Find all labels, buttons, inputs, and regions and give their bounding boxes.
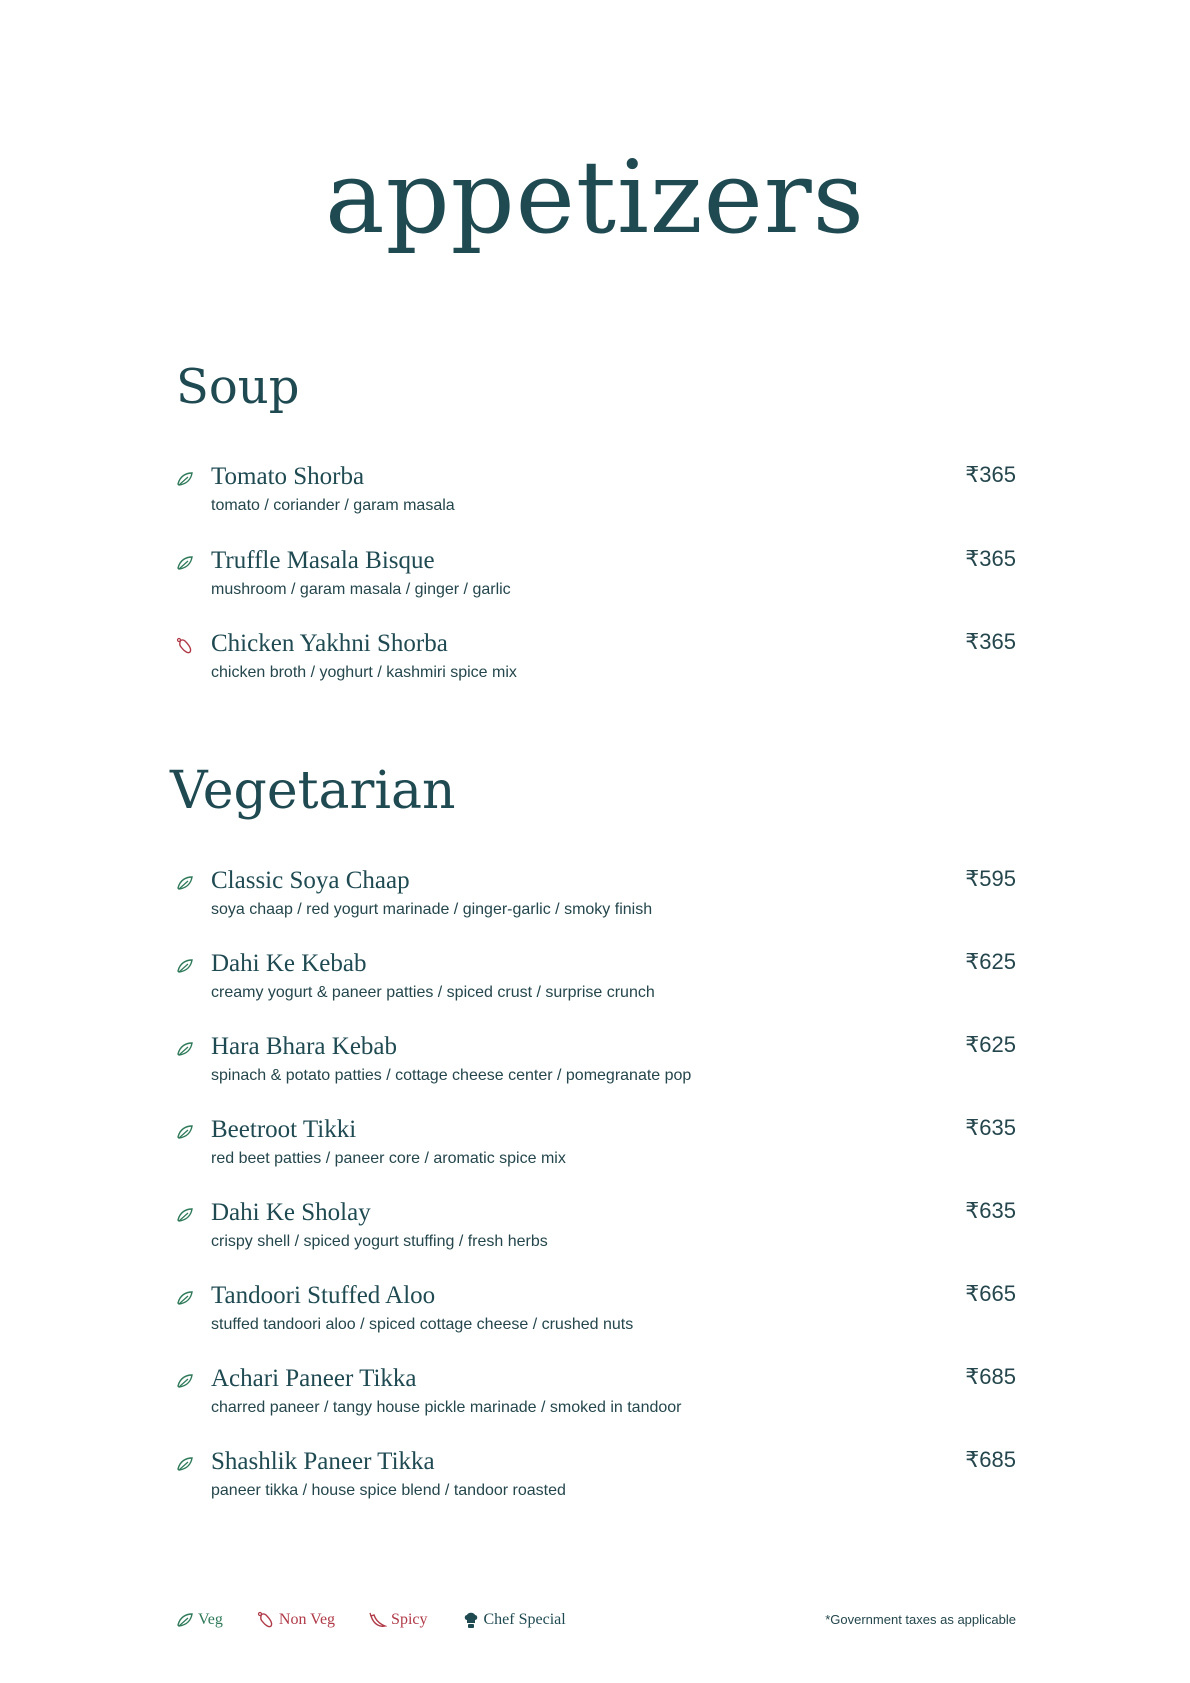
veg-leaf-icon bbox=[176, 1123, 194, 1141]
item-description: charred paneer / tangy house pickle marinade / smoked in tandoor bbox=[211, 1399, 682, 1416]
veg-leaf-icon bbox=[176, 957, 194, 975]
legend-chef-special-label: Chef Special bbox=[483, 1611, 566, 1628]
item-name: Tandoori Stuffed Aloo bbox=[211, 1282, 436, 1309]
item-price: ₹685 bbox=[965, 1447, 1016, 1472]
item-price: ₹365 bbox=[965, 629, 1016, 654]
veg-leaf-icon bbox=[176, 1040, 194, 1058]
item-price: ₹635 bbox=[965, 1198, 1016, 1223]
item-description: mushroom / garam masala / ginger / garlic bbox=[211, 581, 511, 598]
veg-leaf-icon bbox=[176, 1455, 194, 1473]
non-veg-drumstick-icon bbox=[257, 1611, 275, 1629]
item-name: Dahi Ke Kebab bbox=[211, 950, 367, 977]
item-price: ₹685 bbox=[965, 1364, 1016, 1389]
non-veg-drumstick-icon bbox=[176, 637, 194, 655]
item-description: spinach & potato patties / cottage cheese center / pomegranate pop bbox=[211, 1067, 692, 1084]
item-name: Shashlik Paneer Tikka bbox=[211, 1448, 435, 1475]
chef-hat-icon bbox=[462, 1611, 480, 1629]
item-name: Beetroot Tikki bbox=[211, 1116, 357, 1143]
item-name: Dahi Ke Sholay bbox=[211, 1199, 371, 1226]
legend-non-veg bbox=[257, 1611, 335, 1629]
item-price: ₹625 bbox=[965, 949, 1016, 974]
veg-leaf-icon bbox=[176, 874, 194, 892]
item-description: tomato / coriander / garam masala bbox=[211, 497, 455, 514]
menu-item bbox=[176, 1198, 1016, 1268]
item-description: stuffed tandoori aloo / spiced cottage cheese / crushed nuts bbox=[211, 1316, 634, 1333]
item-name: Chicken Yakhni Shorba bbox=[211, 630, 448, 657]
menu-item bbox=[176, 1032, 1016, 1102]
menu-item bbox=[176, 1281, 1016, 1351]
veg-leaf-icon bbox=[176, 554, 194, 572]
item-price: ₹665 bbox=[965, 1281, 1016, 1306]
item-price: ₹365 bbox=[965, 546, 1016, 571]
veg-leaf-icon bbox=[176, 1372, 194, 1390]
veg-leaf-icon bbox=[176, 1611, 194, 1629]
veg-leaf-icon bbox=[176, 1289, 194, 1307]
legend-veg bbox=[176, 1611, 223, 1629]
menu-item bbox=[176, 1364, 1016, 1434]
item-price: ₹625 bbox=[965, 1032, 1016, 1057]
item-description: red beet patties / paneer core / aromatic spice mix bbox=[211, 1150, 566, 1167]
legend-veg-label: Veg bbox=[198, 1611, 223, 1628]
menu-item bbox=[176, 949, 1016, 1019]
item-description: soya chaap / red yogurt marinade / ginger-garlic / smoky finish bbox=[211, 901, 653, 918]
item-price: ₹595 bbox=[965, 866, 1016, 891]
item-name: Achari Paneer Tikka bbox=[211, 1365, 417, 1392]
legend-non-veg-label: Non Veg bbox=[278, 1611, 336, 1628]
item-description: chicken broth / yoghurt / kashmiri spice mix bbox=[211, 664, 517, 681]
item-description: paneer tikka / house spice blend / tandoor roasted bbox=[211, 1482, 566, 1499]
menu-item bbox=[176, 1447, 1016, 1517]
item-price: ₹365 bbox=[965, 462, 1016, 487]
tax-note: *Government taxes as applicable bbox=[825, 1612, 1016, 1627]
item-name: Tomato Shorba bbox=[211, 463, 365, 490]
page-title: appetizers bbox=[325, 139, 865, 256]
chili-pepper-icon bbox=[369, 1611, 387, 1629]
veg-leaf-icon bbox=[176, 470, 194, 488]
section-title-vegetarian: Vegetarian bbox=[170, 761, 456, 821]
menu-item bbox=[176, 546, 1016, 616]
item-price: ₹635 bbox=[965, 1115, 1016, 1140]
menu-item bbox=[176, 629, 1016, 699]
legend-spicy bbox=[369, 1611, 427, 1629]
item-description: crispy shell / spiced yogurt stuffing / fresh herbs bbox=[211, 1233, 548, 1250]
menu-item bbox=[176, 1115, 1016, 1185]
legend-chef-special bbox=[462, 1611, 566, 1629]
item-name: Classic Soya Chaap bbox=[211, 867, 410, 894]
item-description: creamy yogurt & paneer patties / spiced crust / surprise crunch bbox=[211, 984, 655, 1001]
legend bbox=[176, 1608, 600, 1632]
item-name: Truffle Masala Bisque bbox=[211, 547, 435, 574]
menu-item bbox=[176, 462, 1016, 532]
legend-spicy-label: Spicy bbox=[391, 1611, 428, 1628]
section-title-soup: Soup bbox=[176, 359, 300, 415]
menu-item bbox=[176, 866, 1016, 936]
item-name: Hara Bhara Kebab bbox=[211, 1033, 398, 1060]
veg-leaf-icon bbox=[176, 1206, 194, 1224]
